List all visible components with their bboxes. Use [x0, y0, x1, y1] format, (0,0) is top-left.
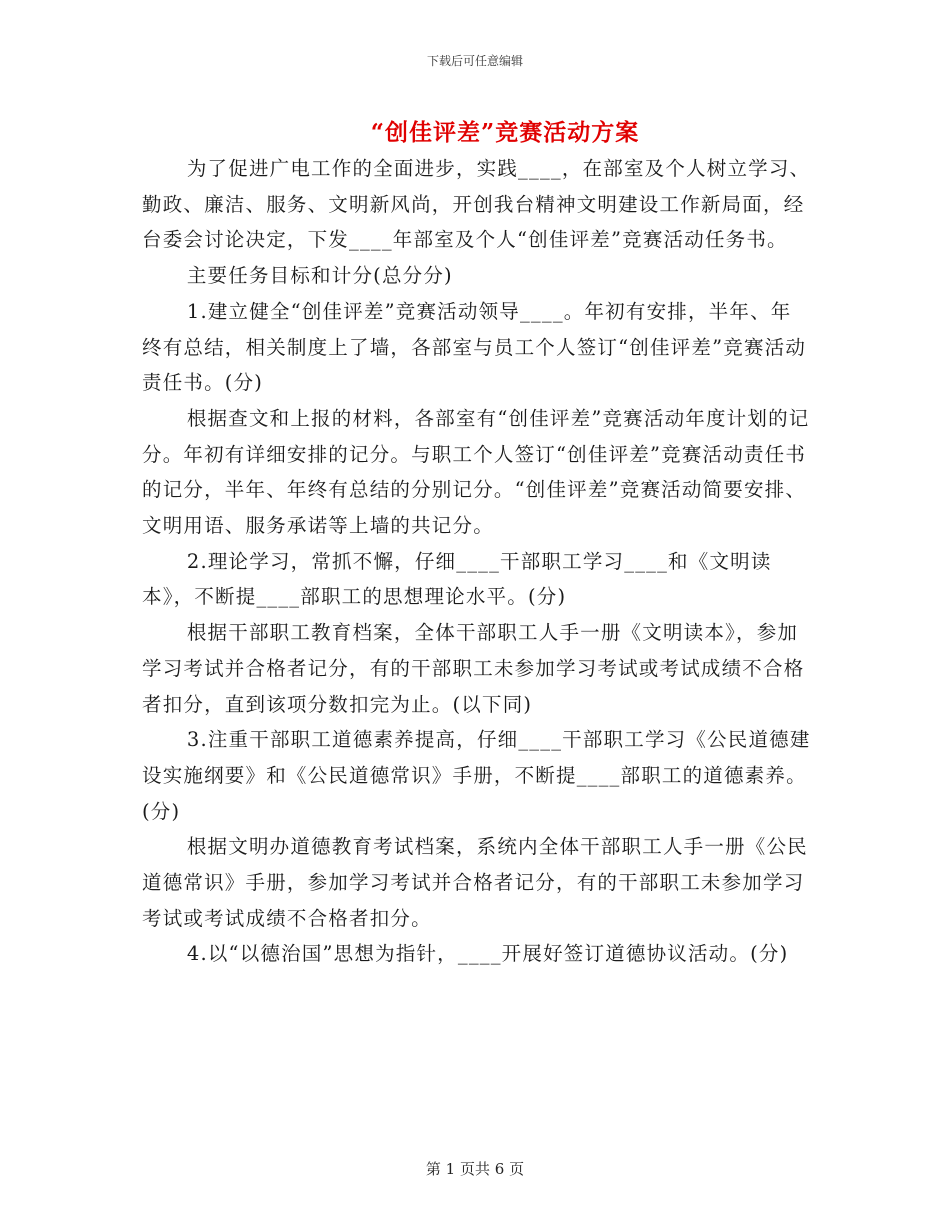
- paragraph-item-4: 4.以“以德治国”思想为指针，____开展好签订道德协议活动。(分): [186, 942, 789, 966]
- paragraph-intro: 为了促进广电工作的全面进步，实践____，在部室及个人树立学习、勤政、廉洁、服务、文明新风尚，开创我台精神文明建设工作新局面，经台委会讨论决定，下发____年部室及个人“创佳评差”竞赛活动任务书。: [142, 157, 811, 252]
- document-title: “创佳评差”竞赛活动方案: [370, 119, 640, 146]
- paragraph-item-1: 1.建立健全“创佳评差”竞赛活动领导____。年初有安排，半年、年终有总结，相关制度上了墙，各部室与员工个人签订“创佳评差”竞赛活动责任书。(分): [142, 299, 807, 395]
- paragraph-main-tasks-heading: 主要任务目标和计分(总分分): [186, 264, 453, 288]
- page-number: 第 1 页共 6 页: [425, 1160, 525, 1178]
- header-note: 下载后可任意编辑: [426, 54, 523, 68]
- paragraph-item-1-scoring: 根据查文和上报的材料，各部室有“创佳评差”竞赛活动年度计划的记分。年初有详细安排的记分。与职工个人签订“创佳评差”竞赛活动责任书的记分，半年、年终有总结的分别记分。“创佳评差”竞赛活动简要安排、文明用语、服务承诺等上墙的共记分。: [142, 406, 810, 538]
- document-body: [142, 151, 812, 972]
- paragraph-item-2-scoring: 根据干部职工教育档案，全体干部职工人手一册《文明读本》，参加学习考试并合格者记分，有的干部职工未参加学习考试或考试成绩不合格者扣分，直到该项分数扣完为止。(以下同): [142, 621, 805, 716]
- paragraph-item-3-scoring: 根据文明办道德教育考试档案，系统内全体干部职工人手一册《公民道德常识》手册，参加学习考试并合格者记分，有的干部职工未参加学习考试或考试成绩不合格者扣分。: [142, 835, 808, 930]
- paragraph-item-3: 3.注重干部职工道德素养提高，仔细____干部职工学习《公民道德建设实施纲要》和《公民道德常识》手册，不断提____部职工的道德素养。(分): [142, 728, 811, 823]
- paragraph-item-2: 2.理论学习，常抓不懈，仔细____干部职工学习____和《文明读本》，不断提____部职工的思想理论水平。(分): [142, 549, 772, 609]
